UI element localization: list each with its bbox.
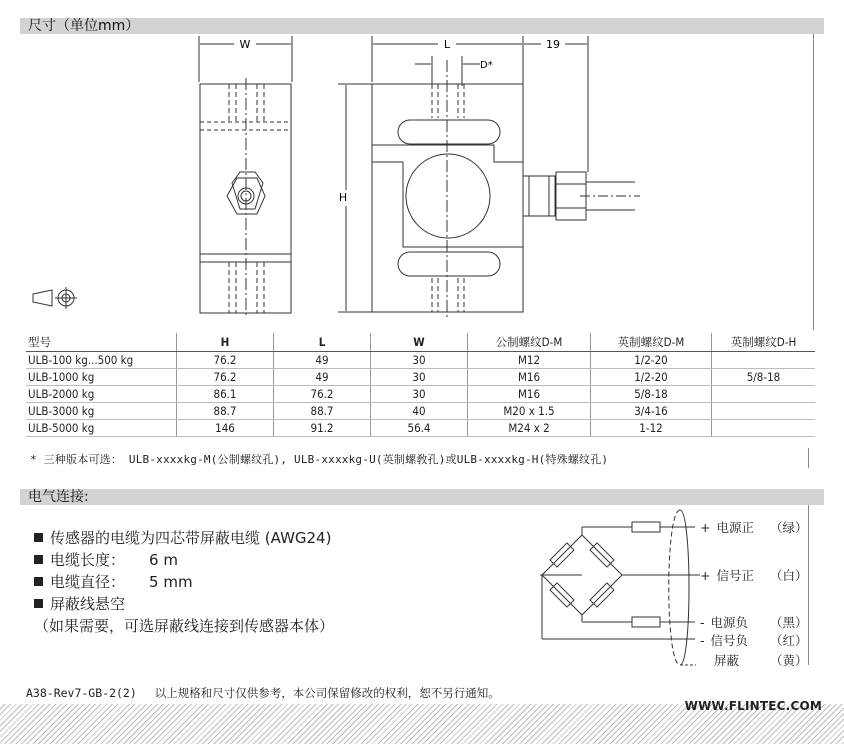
d19-dimension-label: 19 bbox=[546, 38, 560, 51]
cell: 30 bbox=[371, 386, 468, 403]
cell bbox=[712, 403, 816, 420]
bullet-text: 电缆直径： bbox=[50, 573, 126, 591]
cell: 56.4 bbox=[371, 420, 468, 437]
bullet-square-icon bbox=[34, 533, 43, 542]
cell bbox=[712, 420, 816, 437]
wire-label-excitation-positive: + 电源正 （绿） bbox=[700, 520, 808, 535]
table-row bbox=[26, 403, 815, 420]
cell: 76.2 bbox=[177, 369, 274, 386]
cell: 49 bbox=[274, 369, 371, 386]
electrical-section-title: 电气连接: bbox=[20, 489, 824, 505]
cable-length-value: 6 m bbox=[149, 551, 178, 569]
wire-label-signal-positive: + 信号正 （白） bbox=[700, 568, 808, 583]
cell: 88.7 bbox=[177, 403, 274, 420]
cell bbox=[712, 386, 816, 403]
bullet-square-icon bbox=[34, 577, 43, 586]
bullet-text: 电缆长度： bbox=[50, 551, 126, 569]
bullet-square-icon bbox=[34, 555, 43, 564]
h-dimension-label: H bbox=[338, 191, 348, 204]
cell: ULB-5000 kg bbox=[26, 420, 177, 437]
cell: 30 bbox=[371, 369, 468, 386]
list-item bbox=[34, 549, 334, 571]
shield-sub-note: （如果需要，可选屏蔽线连接到传感器本体） bbox=[34, 617, 335, 635]
cell: 1/2-20 bbox=[591, 352, 712, 369]
wire-label-signal-negative: - 信号负 （红） bbox=[700, 633, 808, 648]
table-header-row bbox=[26, 333, 815, 352]
cell: 1/2-20 bbox=[591, 369, 712, 386]
cell: 1-12 bbox=[591, 420, 712, 437]
disclaimer: 以上规格和尺寸仅供参考，本公司保留修改的权利，恕不另行通知。 bbox=[154, 686, 500, 700]
electrical-bullets bbox=[34, 527, 334, 637]
cell: ULB-3000 kg bbox=[26, 403, 177, 420]
header-w: W bbox=[371, 333, 468, 352]
cell: ULB-1000 kg bbox=[26, 369, 177, 386]
list-item bbox=[34, 593, 334, 615]
d-dimension-label: D* bbox=[480, 60, 493, 71]
cell: 30 bbox=[371, 352, 468, 369]
cell: 5/8-18 bbox=[712, 369, 816, 386]
cell: 86.1 bbox=[177, 386, 274, 403]
dimension-drawing bbox=[0, 0, 844, 330]
cell: ULB-100 kg...500 kg bbox=[26, 352, 177, 369]
cell: ULB-2000 kg bbox=[26, 386, 177, 403]
cell: 76.2 bbox=[177, 352, 274, 369]
cell: 76.2 bbox=[274, 386, 371, 403]
table-row bbox=[26, 352, 815, 369]
table-row bbox=[26, 420, 815, 437]
cell: M16 bbox=[468, 369, 591, 386]
w-dimension-label: W bbox=[239, 38, 251, 51]
cell: M16 bbox=[468, 386, 591, 403]
cell: 40 bbox=[371, 403, 468, 420]
header-imperial-thread-h: 英制螺纹D-H bbox=[712, 333, 816, 352]
cell: 49 bbox=[274, 352, 371, 369]
header-h: H bbox=[177, 333, 274, 352]
cable-diameter-value: 5 mm bbox=[149, 573, 193, 591]
wire-label-excitation-negative: - 电源负 （黑） bbox=[700, 615, 808, 630]
dimensions-section-title: 尺寸（单位mm） bbox=[20, 18, 824, 34]
bullet-text: 屏蔽线悬空 bbox=[50, 595, 126, 613]
bullet-square-icon bbox=[34, 599, 43, 608]
cell: 91.2 bbox=[274, 420, 371, 437]
footer bbox=[26, 685, 500, 701]
cell: 88.7 bbox=[274, 403, 371, 420]
table-row bbox=[26, 386, 815, 403]
cell: M12 bbox=[468, 352, 591, 369]
list-item bbox=[34, 527, 334, 549]
bullet-text: 传感器的电缆为四芯带屏蔽电缆 (AWG24) bbox=[50, 529, 332, 547]
website-link[interactable]: WWW.FLINTEC.COM bbox=[684, 699, 822, 713]
list-item bbox=[34, 571, 334, 593]
version-note: * 三种版本可选： ULB-xxxxkg-M(公制螺纹孔), ULB-xxxxkg-U(英制螺敎孔)或ULB-xxxxkg-H(特殊螺纹孔) bbox=[30, 453, 609, 466]
cell: 5/8-18 bbox=[591, 386, 712, 403]
spec-table bbox=[26, 333, 815, 437]
wiring-diagram bbox=[520, 505, 820, 675]
wire-label-shield: 屏蔽 （黄） bbox=[714, 653, 808, 668]
document-code: A38-Rev7-GB-2(2) bbox=[26, 686, 137, 700]
cell: M24 x 2 bbox=[468, 420, 591, 437]
cell: 3/4-16 bbox=[591, 403, 712, 420]
header-l: L bbox=[274, 333, 371, 352]
cell bbox=[712, 352, 816, 369]
cell: 146 bbox=[177, 420, 274, 437]
table-row bbox=[26, 369, 815, 386]
divider bbox=[808, 448, 809, 468]
header-metric-thread: 公制螺纹D-M bbox=[468, 333, 591, 352]
l-dimension-label: L bbox=[443, 38, 451, 51]
cell: M20 x 1.5 bbox=[468, 403, 591, 420]
header-model: 型号 bbox=[26, 333, 177, 352]
header-imperial-thread: 英制螺纹D-M bbox=[591, 333, 712, 352]
